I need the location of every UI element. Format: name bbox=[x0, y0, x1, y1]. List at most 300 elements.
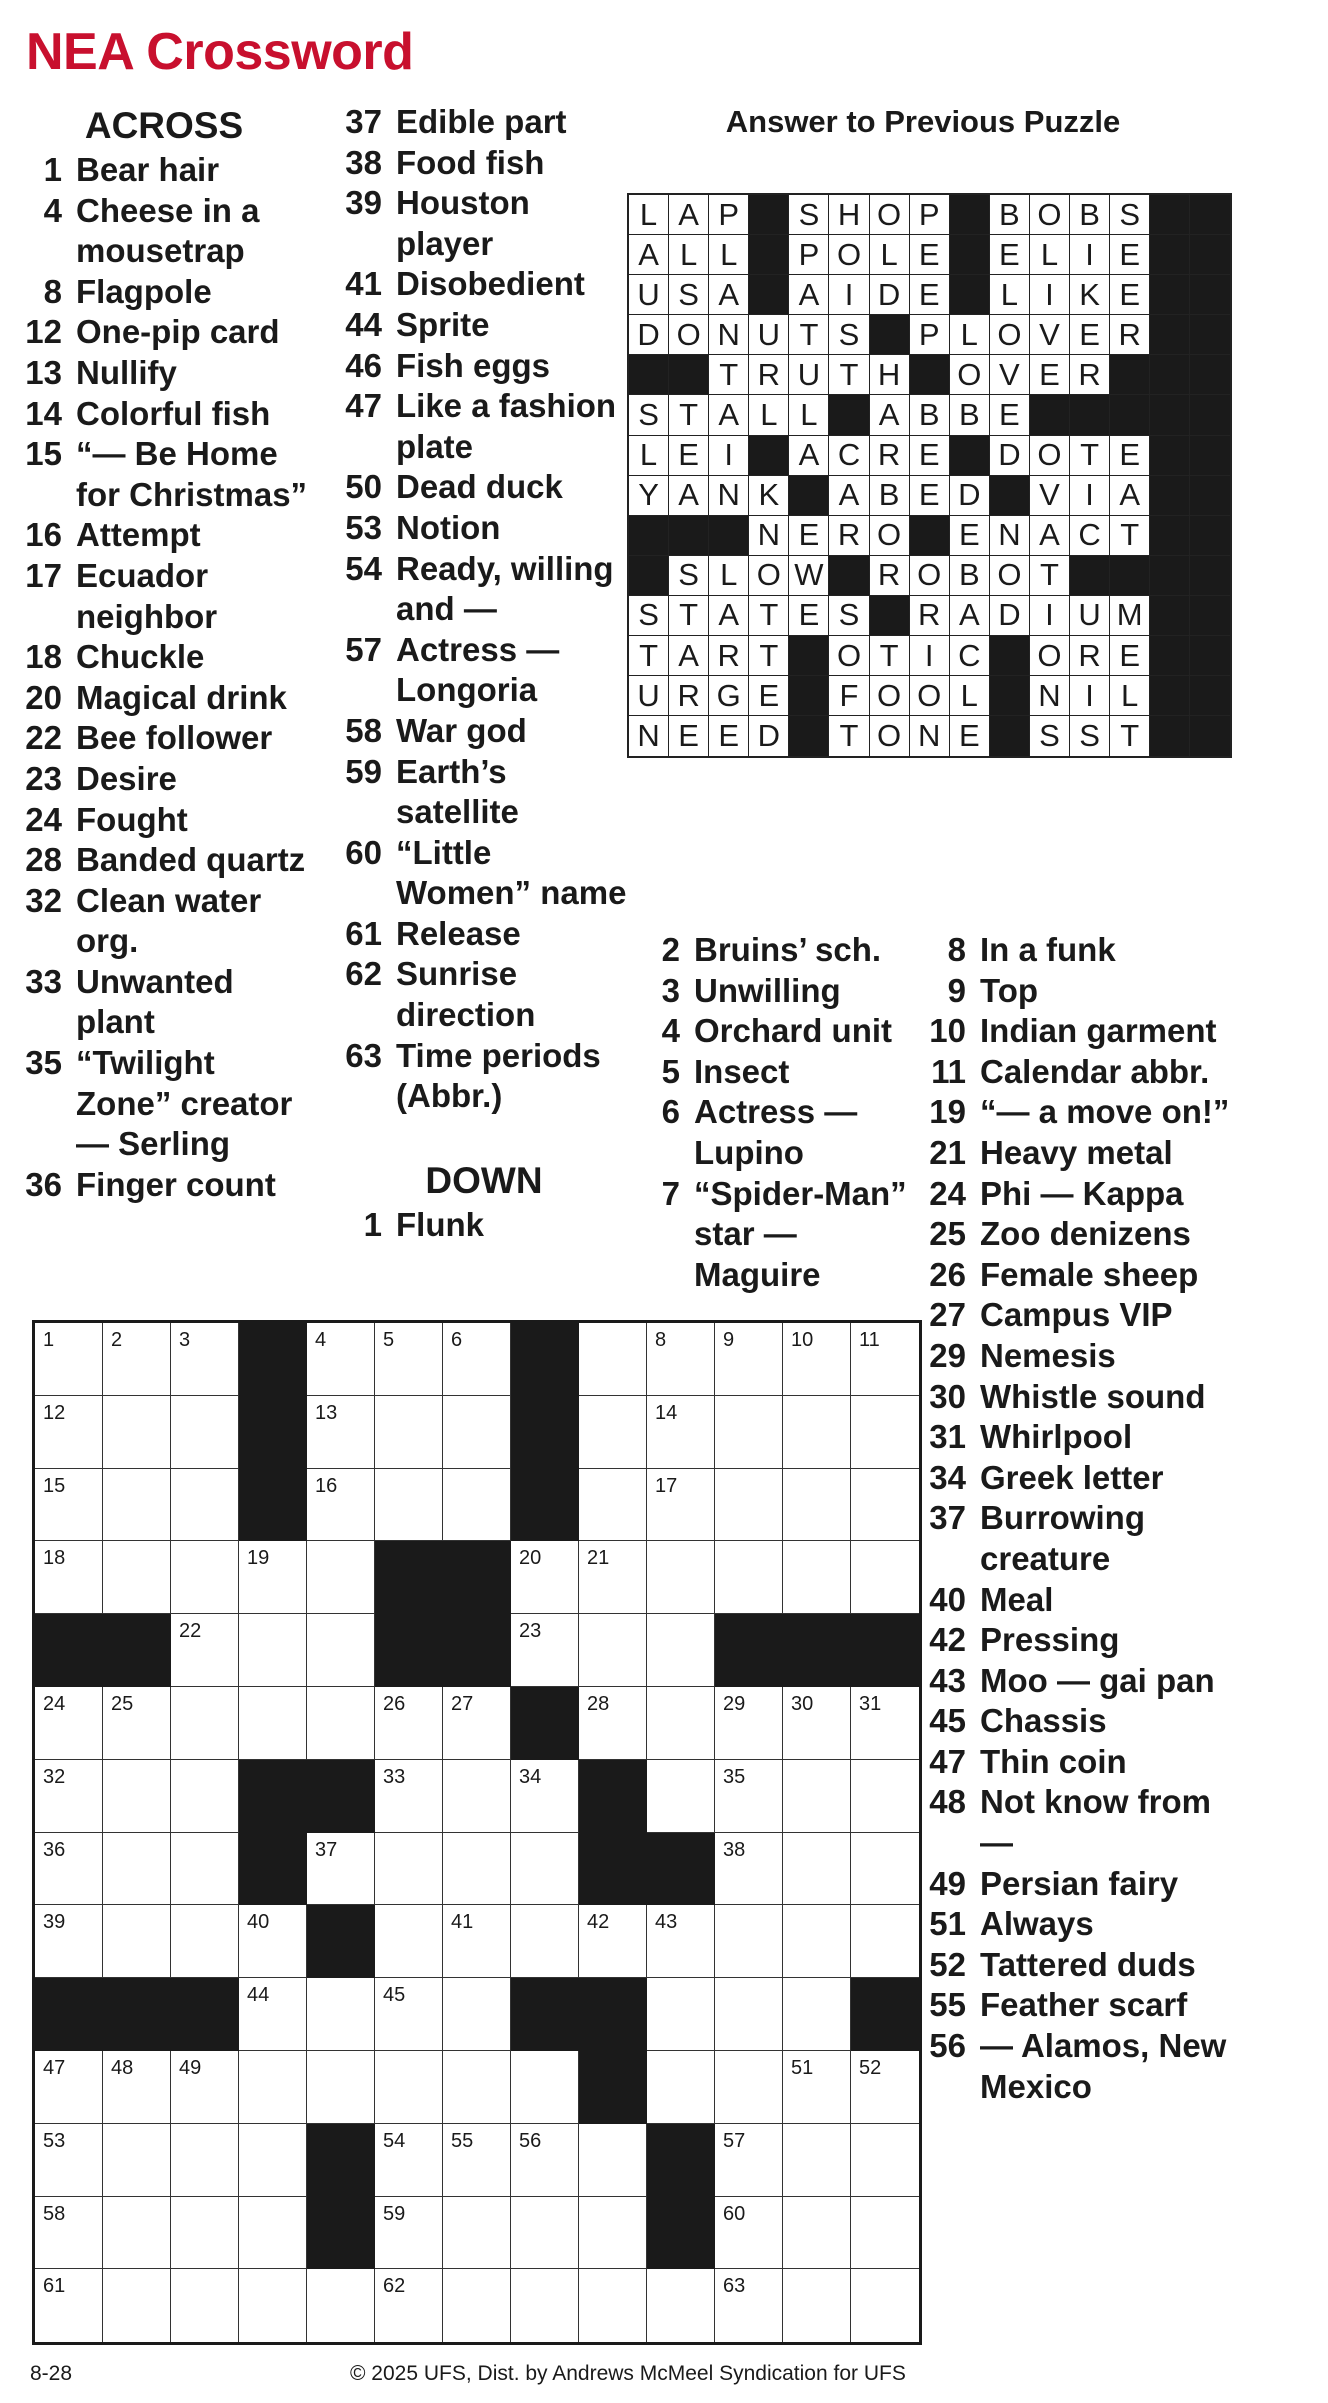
black-square bbox=[749, 195, 789, 235]
black-square bbox=[990, 636, 1030, 676]
clue-number: 16 bbox=[25, 516, 62, 554]
grid-square[interactable] bbox=[647, 1396, 715, 1469]
grid-square[interactable] bbox=[511, 1760, 579, 1833]
copyright-notice: © 2025 UFS, Dist. by Andrews McMeel Syndication for UFS bbox=[350, 2362, 906, 2385]
answer-letter: O bbox=[910, 676, 950, 716]
across-clue bbox=[14, 434, 314, 515]
grid-square[interactable] bbox=[647, 1323, 715, 1396]
grid-square[interactable] bbox=[103, 1541, 171, 1614]
square-number: 56 bbox=[519, 2129, 542, 2152]
grid-square[interactable] bbox=[375, 2051, 443, 2124]
grid-square[interactable] bbox=[715, 1905, 783, 1978]
grid-square[interactable] bbox=[511, 1614, 579, 1687]
clue-number: 38 bbox=[345, 143, 382, 181]
answer-letter: N bbox=[910, 716, 950, 756]
black-square bbox=[1150, 516, 1190, 556]
grid-square[interactable] bbox=[443, 2124, 511, 2197]
clue-number: 33 bbox=[25, 962, 62, 1000]
grid-square[interactable] bbox=[103, 1760, 171, 1833]
across-clue bbox=[334, 711, 634, 752]
grid-square[interactable] bbox=[307, 1541, 375, 1614]
clue-number: 40 bbox=[929, 1580, 966, 1618]
clue-number: 60 bbox=[345, 833, 382, 871]
answer-letter: A bbox=[789, 275, 829, 315]
clue-number: 63 bbox=[345, 1036, 382, 1074]
answer-letter: L bbox=[950, 315, 990, 355]
grid-square[interactable] bbox=[103, 1396, 171, 1469]
grid-square[interactable] bbox=[171, 2269, 239, 2342]
clue-number: 4 bbox=[43, 191, 62, 229]
grid-square[interactable] bbox=[443, 2269, 511, 2342]
grid-square[interactable] bbox=[783, 1396, 851, 1469]
grid-square[interactable] bbox=[375, 1687, 443, 1760]
clue-number: 4 bbox=[661, 1012, 680, 1050]
grid-square[interactable] bbox=[783, 2051, 851, 2124]
square-number: 23 bbox=[519, 1620, 542, 1643]
grid-square[interactable] bbox=[443, 1323, 511, 1396]
grid-square[interactable] bbox=[715, 2269, 783, 2342]
down-clue bbox=[632, 1092, 932, 1173]
grid-square[interactable] bbox=[851, 2269, 919, 2342]
grid-square[interactable] bbox=[783, 1833, 851, 1906]
clue-text: Clean water org. bbox=[76, 881, 262, 960]
grid-square[interactable] bbox=[375, 1833, 443, 1906]
across-clue bbox=[334, 386, 634, 467]
answer-letter: O bbox=[1030, 195, 1070, 235]
down-clue bbox=[918, 1904, 1238, 1945]
answer-letter: U bbox=[629, 676, 669, 716]
clue-text: Feather scarf bbox=[980, 1986, 1188, 2024]
grid-square[interactable] bbox=[239, 2124, 307, 2197]
grid-square[interactable] bbox=[851, 1833, 919, 1906]
grid-square[interactable] bbox=[35, 1905, 103, 1978]
grid-square[interactable] bbox=[579, 1905, 647, 1978]
answer-letter: R bbox=[870, 556, 910, 596]
grid-square[interactable] bbox=[715, 1760, 783, 1833]
down-clue bbox=[918, 2026, 1238, 2107]
answer-letter: O bbox=[910, 556, 950, 596]
grid-square[interactable] bbox=[35, 1396, 103, 1469]
clue-number: 45 bbox=[929, 1702, 966, 1740]
grid-square[interactable] bbox=[647, 2269, 715, 2342]
answer-letter: A bbox=[789, 436, 829, 476]
across-clue bbox=[14, 718, 314, 759]
black-square bbox=[1110, 355, 1150, 395]
black-square bbox=[1190, 516, 1230, 556]
clue-text: War god bbox=[396, 711, 527, 749]
grid-square[interactable] bbox=[443, 1833, 511, 1906]
black-square bbox=[1190, 476, 1230, 516]
grid-square[interactable] bbox=[851, 1469, 919, 1542]
grid-square[interactable] bbox=[375, 1978, 443, 2051]
grid-square[interactable] bbox=[307, 1833, 375, 1906]
square-number: 36 bbox=[43, 1838, 66, 1861]
clue-text: Indian garment bbox=[980, 1012, 1217, 1050]
grid-square[interactable] bbox=[443, 2051, 511, 2124]
grid-square[interactable] bbox=[375, 2124, 443, 2197]
grid-square[interactable] bbox=[579, 1541, 647, 1614]
grid-square[interactable] bbox=[103, 1833, 171, 1906]
grid-square[interactable] bbox=[171, 1323, 239, 1396]
answer-letter: S bbox=[669, 556, 709, 596]
grid-square[interactable] bbox=[103, 1687, 171, 1760]
across-clue bbox=[14, 881, 314, 962]
square-number: 35 bbox=[723, 1765, 746, 1788]
grid-square[interactable] bbox=[103, 2269, 171, 2342]
grid-square[interactable] bbox=[171, 1469, 239, 1542]
grid-square[interactable] bbox=[443, 1905, 511, 1978]
clue-number: 2 bbox=[661, 931, 680, 968]
grid-square[interactable] bbox=[307, 1614, 375, 1687]
grid-square[interactable] bbox=[307, 1469, 375, 1542]
clue-number: 34 bbox=[929, 1458, 966, 1496]
clue-text: Sprite bbox=[396, 305, 490, 343]
grid-square[interactable] bbox=[171, 1760, 239, 1833]
clue-text: Unwanted plant bbox=[76, 962, 234, 1041]
grid-square[interactable] bbox=[715, 1323, 783, 1396]
grid-square[interactable] bbox=[851, 2051, 919, 2124]
answer-letter: T bbox=[629, 636, 669, 676]
grid-square[interactable] bbox=[171, 1687, 239, 1760]
grid-square[interactable] bbox=[715, 1396, 783, 1469]
grid-square[interactable] bbox=[579, 1687, 647, 1760]
grid-square[interactable] bbox=[375, 1469, 443, 1542]
grid-square[interactable] bbox=[35, 2269, 103, 2342]
across-clue bbox=[14, 394, 314, 435]
clue-number: 21 bbox=[929, 1133, 966, 1171]
grid-square[interactable] bbox=[307, 1396, 375, 1469]
clue-text: Notion bbox=[396, 508, 501, 546]
grid-square[interactable] bbox=[647, 1978, 715, 2051]
square-number: 47 bbox=[43, 2056, 66, 2079]
grid-square[interactable] bbox=[307, 1978, 375, 2051]
grid-square[interactable] bbox=[851, 1687, 919, 1760]
black-square bbox=[579, 1833, 647, 1906]
square-number: 2 bbox=[111, 1329, 123, 1351]
grid-square[interactable] bbox=[851, 1323, 919, 1396]
black-square bbox=[511, 1323, 579, 1396]
answer-letter: B bbox=[950, 395, 990, 435]
answer-letter: O bbox=[1030, 436, 1070, 476]
grid-square[interactable] bbox=[307, 1323, 375, 1396]
answer-letter: V bbox=[1030, 315, 1070, 355]
clue-number: 8 bbox=[947, 931, 966, 968]
grid-square[interactable] bbox=[511, 1833, 579, 1906]
grid-square[interactable] bbox=[239, 1687, 307, 1760]
clue-number: 46 bbox=[345, 346, 382, 384]
across-clue bbox=[334, 1036, 634, 1117]
black-square bbox=[950, 195, 990, 235]
grid-square[interactable] bbox=[783, 1687, 851, 1760]
grid-square[interactable] bbox=[579, 2124, 647, 2197]
square-number: 13 bbox=[315, 1401, 338, 1424]
black-square bbox=[307, 1905, 375, 1978]
grid-square[interactable] bbox=[35, 2051, 103, 2124]
grid-square[interactable] bbox=[239, 1905, 307, 1978]
grid-square[interactable] bbox=[103, 1323, 171, 1396]
answer-letter: N bbox=[629, 716, 669, 756]
grid-square[interactable] bbox=[783, 1760, 851, 1833]
grid-square[interactable] bbox=[851, 1760, 919, 1833]
grid-square[interactable] bbox=[715, 1687, 783, 1760]
clue-number: 24 bbox=[929, 1174, 966, 1212]
grid-square[interactable] bbox=[103, 2051, 171, 2124]
down-clue bbox=[632, 1011, 932, 1052]
grid-square[interactable] bbox=[783, 2269, 851, 2342]
grid-square[interactable] bbox=[647, 1760, 715, 1833]
grid-square[interactable] bbox=[647, 1905, 715, 1978]
answer-letter: B bbox=[1070, 195, 1110, 235]
grid-square[interactable] bbox=[511, 1541, 579, 1614]
across-clue bbox=[14, 191, 314, 272]
grid-square[interactable] bbox=[783, 1905, 851, 1978]
answer-letter: F bbox=[829, 676, 869, 716]
grid-square[interactable] bbox=[715, 1833, 783, 1906]
grid-square[interactable] bbox=[171, 1833, 239, 1906]
clue-number: 58 bbox=[345, 711, 382, 749]
grid-square[interactable] bbox=[511, 2124, 579, 2197]
clue-number: 17 bbox=[25, 556, 62, 594]
across-clue bbox=[14, 556, 314, 637]
answer-letter: L bbox=[1110, 676, 1150, 716]
grid-square[interactable] bbox=[35, 1469, 103, 1542]
grid-square[interactable] bbox=[35, 2197, 103, 2270]
grid-square[interactable] bbox=[579, 1469, 647, 1542]
answer-letter: O bbox=[870, 195, 910, 235]
grid-square[interactable] bbox=[647, 1687, 715, 1760]
clue-number: 52 bbox=[929, 1945, 966, 1983]
grid-square[interactable] bbox=[511, 2051, 579, 2124]
clue-text: Food fish bbox=[396, 143, 545, 181]
grid-square[interactable] bbox=[443, 1469, 511, 1542]
clue-text: Banded quartz bbox=[76, 841, 306, 879]
grid-square[interactable] bbox=[307, 1687, 375, 1760]
grid-square[interactable] bbox=[715, 1541, 783, 1614]
answer-letter: T bbox=[829, 355, 869, 395]
grid-square[interactable] bbox=[579, 2197, 647, 2270]
across-clue bbox=[14, 1043, 314, 1165]
answer-letter: C bbox=[950, 636, 990, 676]
answer-letter: C bbox=[829, 436, 869, 476]
answer-letter: H bbox=[870, 355, 910, 395]
answer-letter: A bbox=[1110, 476, 1150, 516]
grid-square[interactable] bbox=[783, 2197, 851, 2270]
square-number: 22 bbox=[179, 1620, 202, 1643]
grid-square[interactable] bbox=[171, 2051, 239, 2124]
grid-square[interactable] bbox=[171, 1614, 239, 1687]
answer-letter: A bbox=[669, 195, 709, 235]
grid-square[interactable] bbox=[35, 2124, 103, 2197]
grid-square[interactable] bbox=[851, 2124, 919, 2197]
grid-square[interactable] bbox=[375, 1396, 443, 1469]
black-square bbox=[789, 676, 829, 716]
square-number: 6 bbox=[451, 1329, 463, 1351]
square-number: 24 bbox=[43, 1692, 66, 1715]
grid-square[interactable] bbox=[35, 1760, 103, 1833]
grid-square[interactable] bbox=[783, 1978, 851, 2051]
grid-square[interactable] bbox=[443, 1687, 511, 1760]
answer-letter: T bbox=[1110, 716, 1150, 756]
grid-square[interactable] bbox=[443, 2197, 511, 2270]
grid-square[interactable] bbox=[171, 1396, 239, 1469]
black-square bbox=[1110, 556, 1150, 596]
grid-square[interactable] bbox=[715, 2197, 783, 2270]
answer-letter: L bbox=[870, 235, 910, 275]
clue-number: 25 bbox=[929, 1215, 966, 1253]
square-number: 29 bbox=[723, 1692, 746, 1715]
black-square bbox=[647, 2124, 715, 2197]
black-square bbox=[1150, 355, 1190, 395]
grid-square[interactable] bbox=[375, 1760, 443, 1833]
grid-square[interactable] bbox=[511, 2269, 579, 2342]
grid-square[interactable] bbox=[103, 1469, 171, 1542]
answer-letter: B bbox=[870, 476, 910, 516]
grid-square[interactable] bbox=[647, 1541, 715, 1614]
answer-letter: P bbox=[910, 315, 950, 355]
grid-square[interactable] bbox=[103, 2124, 171, 2197]
grid-square[interactable] bbox=[851, 1396, 919, 1469]
grid-square[interactable] bbox=[579, 1323, 647, 1396]
square-number: 49 bbox=[179, 2056, 202, 2079]
grid-square[interactable] bbox=[239, 1978, 307, 2051]
grid-square[interactable] bbox=[579, 2269, 647, 2342]
clue-number: 54 bbox=[345, 549, 382, 587]
square-number: 12 bbox=[43, 1401, 66, 1424]
grid-square[interactable] bbox=[783, 1541, 851, 1614]
clue-text: Cheese in a mousetrap bbox=[76, 191, 260, 270]
answer-letter: T bbox=[709, 355, 749, 395]
grid-square[interactable] bbox=[375, 2197, 443, 2270]
answer-letter: R bbox=[749, 355, 789, 395]
answer-letter: S bbox=[629, 596, 669, 636]
grid-square[interactable] bbox=[715, 2124, 783, 2197]
answer-letter: U bbox=[749, 315, 789, 355]
grid-square[interactable] bbox=[579, 1396, 647, 1469]
clue-text: Insect bbox=[694, 1052, 790, 1090]
grid-square[interactable] bbox=[851, 1541, 919, 1614]
clue-text: Finger count bbox=[76, 1165, 276, 1203]
grid-square[interactable] bbox=[715, 2051, 783, 2124]
grid-square[interactable] bbox=[375, 2269, 443, 2342]
grid-square[interactable] bbox=[783, 2124, 851, 2197]
grid-square[interactable] bbox=[511, 2197, 579, 2270]
grid-square[interactable] bbox=[715, 1978, 783, 2051]
grid-square[interactable] bbox=[375, 1323, 443, 1396]
grid-square[interactable] bbox=[239, 2197, 307, 2270]
grid-square[interactable] bbox=[239, 2269, 307, 2342]
grid-square[interactable] bbox=[103, 2197, 171, 2270]
clue-text: Persian fairy bbox=[980, 1864, 1179, 1902]
down-clue bbox=[918, 1377, 1238, 1418]
clue-text: Actress — Lupino bbox=[694, 1093, 858, 1171]
black-square bbox=[1190, 636, 1230, 676]
clue-text: Flagpole bbox=[76, 272, 212, 310]
square-number: 8 bbox=[655, 1329, 667, 1351]
grid-square[interactable] bbox=[511, 1905, 579, 1978]
grid-square[interactable] bbox=[239, 1614, 307, 1687]
answer-letter: W bbox=[789, 556, 829, 596]
page-title: NEA Crossword bbox=[26, 23, 414, 81]
grid-square[interactable] bbox=[851, 2197, 919, 2270]
answer-letter: L bbox=[709, 235, 749, 275]
grid-square[interactable] bbox=[103, 1905, 171, 1978]
grid-square[interactable] bbox=[443, 1760, 511, 1833]
previous-answer-title: Answer to Previous Puzzle bbox=[725, 104, 1121, 139]
answer-letter: N bbox=[709, 315, 749, 355]
grid-square[interactable] bbox=[171, 2124, 239, 2197]
square-number: 30 bbox=[791, 1692, 814, 1715]
across-clue bbox=[334, 305, 634, 346]
grid-square[interactable] bbox=[239, 1541, 307, 1614]
black-square bbox=[647, 1833, 715, 1906]
grid-square[interactable] bbox=[579, 1614, 647, 1687]
down-clue bbox=[918, 1336, 1238, 1377]
across-clue bbox=[334, 833, 634, 914]
clue-number: 39 bbox=[345, 184, 382, 222]
clue-number: 37 bbox=[345, 103, 382, 140]
answer-letter: E bbox=[709, 716, 749, 756]
black-square bbox=[629, 355, 669, 395]
clue-text: — Alamos, New Mexico bbox=[980, 2027, 1227, 2105]
grid-square[interactable] bbox=[647, 1614, 715, 1687]
answer-letter: M bbox=[1110, 596, 1150, 636]
answer-letter: B bbox=[950, 556, 990, 596]
grid-square[interactable] bbox=[35, 1687, 103, 1760]
grid-square[interactable] bbox=[307, 2051, 375, 2124]
grid-square[interactable] bbox=[171, 1541, 239, 1614]
grid-square[interactable] bbox=[35, 1323, 103, 1396]
grid-square[interactable] bbox=[35, 1833, 103, 1906]
square-number: 45 bbox=[383, 1984, 406, 2007]
grid-square[interactable] bbox=[171, 1905, 239, 1978]
black-square bbox=[789, 476, 829, 516]
black-square bbox=[669, 516, 709, 556]
grid-square[interactable] bbox=[171, 2197, 239, 2270]
down-clue bbox=[632, 971, 932, 1012]
black-square bbox=[1030, 395, 1070, 435]
black-square bbox=[669, 355, 709, 395]
grid-square[interactable] bbox=[647, 1469, 715, 1542]
answer-letter: I bbox=[829, 275, 869, 315]
square-number: 10 bbox=[791, 1329, 814, 1351]
grid-square[interactable] bbox=[783, 1469, 851, 1542]
grid-square[interactable] bbox=[307, 2269, 375, 2342]
across-clue bbox=[334, 346, 634, 387]
grid-square[interactable] bbox=[443, 1978, 511, 2051]
black-square bbox=[35, 1614, 103, 1687]
clue-text: Always bbox=[980, 1905, 1094, 1943]
grid-square[interactable] bbox=[443, 1396, 511, 1469]
grid-square[interactable] bbox=[647, 2051, 715, 2124]
grid-square[interactable] bbox=[783, 1323, 851, 1396]
black-square bbox=[910, 355, 950, 395]
grid-square[interactable] bbox=[851, 1905, 919, 1978]
black-square bbox=[1070, 395, 1110, 435]
clue-text: Calendar abbr. bbox=[980, 1052, 1210, 1090]
black-square bbox=[1150, 395, 1190, 435]
answer-letter: O bbox=[870, 516, 910, 556]
black-square bbox=[829, 395, 869, 435]
answer-letter: O bbox=[669, 315, 709, 355]
grid-square[interactable] bbox=[375, 1905, 443, 1978]
answer-letter: R bbox=[829, 516, 869, 556]
grid-square[interactable] bbox=[35, 1541, 103, 1614]
answer-letter: O bbox=[749, 556, 789, 596]
answer-letter: O bbox=[990, 315, 1030, 355]
grid-square[interactable] bbox=[715, 1469, 783, 1542]
answer-letter: S bbox=[1110, 195, 1150, 235]
grid-square[interactable] bbox=[239, 2051, 307, 2124]
